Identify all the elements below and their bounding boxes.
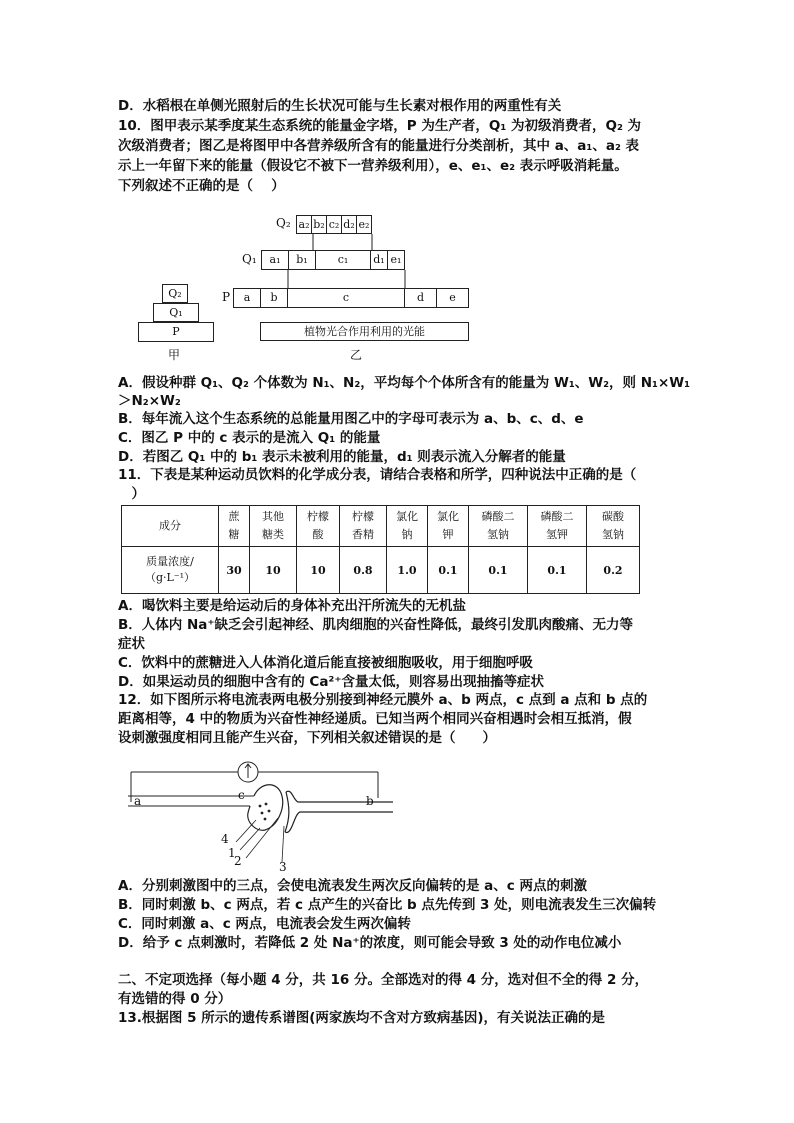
cell-d1: d₁ xyxy=(370,250,388,270)
q12-stem-1: 12．如下图所示将电流表两电极分别接到神经元膜外 a、b 两点，c 点到 a 点和 b 点的 xyxy=(118,692,648,708)
value-cell: 0.1 xyxy=(469,547,528,594)
value-cell: 0.8 xyxy=(340,547,387,594)
header-citric-acid: 柠檬 酸 xyxy=(297,506,340,547)
header-kh2po4: 磷酸二 氢钾 xyxy=(528,506,587,547)
q10-option-b: B．每年流入这个生态系统的总能量用图乙中的字母可表示为 a、b、c、d、e xyxy=(118,411,584,427)
pyramid-q2: Q₂ xyxy=(162,284,188,303)
q11-stem-1: 11．下表是某种运动员饮料的化学成分表，请结合表格和所学，四种说法中正确的是（ xyxy=(118,467,637,483)
value-cell: 10 xyxy=(297,547,340,594)
value-cell: 30 xyxy=(219,547,250,594)
section2-heading-1: 二、不定项选择（每小题 4 分，共 16 分。全部选对的得 4 分，选对但不全的得 2 分， xyxy=(118,972,649,988)
q12-option-b: B．同时刺激 b、c 两点，若 c 点产生的兴奋比 b 点先传到 3 处，则电流表发生三次偏转 xyxy=(118,897,657,913)
header-nah2po4: 磷酸二 氢钠 xyxy=(469,506,528,547)
q10-option-c: C．图乙 P 中的 c 表示的是流入 Q₁ 的能量 xyxy=(118,430,381,446)
label-3: 3 xyxy=(279,860,287,874)
q11-option-a: A．喝饮料主要是给运动后的身体补充出汗所流失的无机盐 xyxy=(118,598,466,614)
q11-option-c: C．饮料中的蔗糖进入人体消化道后能直接被细胞吸收，用于细胞呼吸 xyxy=(118,655,533,671)
row-label-q1: Q₁ xyxy=(242,252,257,266)
header-kcl: 氯化 钾 xyxy=(428,506,469,547)
q11-option-b: B．人体内 Na⁺缺乏会引起神经、肌肉细胞的兴奋性降低，最终引发肌肉酸痛、无力等 xyxy=(118,617,634,633)
cell-c: c xyxy=(287,288,405,308)
cell-b2: b₂ xyxy=(311,215,327,234)
cell-b1: b₁ xyxy=(288,250,316,270)
value-cell: 10 xyxy=(250,547,297,594)
label-b: b xyxy=(366,794,374,808)
cell-a1: a₁ xyxy=(261,250,289,270)
neuron-diagram xyxy=(128,758,393,876)
label-c: c xyxy=(238,788,245,802)
q10-stem-4: 下列叙述不正确的是（ ） xyxy=(118,178,285,194)
q10-stem-2: 次级消费者；图乙是将图甲中各营养级所含有的能量进行分类剖析，其中 a、a₁、a₂ 表 xyxy=(118,138,640,154)
value-cell: 1.0 xyxy=(387,547,428,594)
q12-stem-2: 距离相等，4 中的物质为兴奋性神经递质。已知当两个相同兴奋相遇时会相互抵消，假 xyxy=(118,711,632,727)
cell-c1: c₁ xyxy=(315,250,371,270)
label-1: 1 xyxy=(228,846,236,860)
cell-e2: e₂ xyxy=(356,215,372,234)
header-lemon-essence: 柠檬 香精 xyxy=(340,506,387,547)
header-nacl: 氯化 钠 xyxy=(387,506,428,547)
label-a: a xyxy=(134,794,142,808)
section2-heading-2: 有选错的得 0 分） xyxy=(118,991,232,1007)
q10-option-a: A．假设种群 Q₁、Q₂ 个体数为 N₁、N₂，平均每个个体所含有的能量为 W₁、W₂，则 N₁×W₁ xyxy=(118,375,691,391)
q12-option-d: D．给予 c 点刺激时，若降低 2 处 Na⁺的浓度，则可能会导致 3 处的动作电位减小 xyxy=(118,935,622,951)
q10-stem-1: 10．图甲表示某季度某生态系统的能量金字塔，P 为生产者，Q₁ 为初级消费者，Q₂ 为 xyxy=(118,118,642,134)
cell-e1: e₁ xyxy=(387,250,405,270)
header-component: 成分 xyxy=(122,506,219,547)
light-energy-box: 植物光合作用利用的光能 xyxy=(260,322,469,341)
cell-a: a xyxy=(233,288,261,308)
connector-lines xyxy=(130,212,490,364)
cell-e: e xyxy=(436,288,469,308)
composition-table xyxy=(121,505,640,594)
q12-option-a: A．分别刺激图中的三点，会使电流表发生两次反向偏转的是 a、c 两点的刺激 xyxy=(118,878,587,894)
row-label-p: P xyxy=(222,290,231,304)
q11-stem-2: ） xyxy=(118,486,145,502)
value-cell: 0.1 xyxy=(428,547,469,594)
label-4: 4 xyxy=(221,832,229,846)
label-2: 2 xyxy=(234,854,242,868)
q9-option-d: D．水稻根在单侧光照射后的生长状况可能与生长素对根作用的两重性有关 xyxy=(118,98,562,114)
q10-option-d: D．若图乙 Q₁ 中的 b₁ 表示未被利用的能量，d₁ 则表示流入分解者的能量 xyxy=(118,449,566,465)
row-label-concentration: 质量浓度/ （g·L⁻¹） xyxy=(122,547,219,594)
q11-option-b-cont: 症状 xyxy=(118,636,145,652)
value-cell: 0.2 xyxy=(587,547,640,594)
pyramid-p: P xyxy=(138,322,214,342)
row-label-q2: Q₂ xyxy=(276,216,291,230)
cell-b: b xyxy=(260,288,288,308)
q12-option-c: C．同时刺激 a、c 两点，电流表会发生两次偏转 xyxy=(118,916,411,932)
q10-stem-3: 示上一年留下来的能量（假设它不被下一营养级利用），e、e₁、e₂ 表示呼吸消耗量。 xyxy=(118,158,628,174)
value-cell: 0.1 xyxy=(528,547,587,594)
energy-figure xyxy=(130,212,490,364)
neuron-figure xyxy=(128,758,393,876)
q12-stem-3: 设刺激强度相同且能产生兴奋，下列相关叙述错误的是（ ） xyxy=(118,730,496,746)
cell-d: d xyxy=(404,288,437,308)
caption-jia: 甲 xyxy=(168,348,181,362)
header-sucrose: 蔗 糖 xyxy=(219,506,250,547)
header-nahco3: 碳酸 氢钠 xyxy=(587,506,640,547)
caption-yi: 乙 xyxy=(350,348,363,362)
cell-a2: a₂ xyxy=(296,215,312,234)
q10-option-a-cont: ＞N₂×W₂ xyxy=(118,393,181,409)
q11-option-d: D．如果运动员的细胞中含有的 Ca²⁺含量太低，则容易出现抽搐等症状 xyxy=(118,674,544,690)
pyramid-q1: Q₁ xyxy=(153,303,199,322)
q13-stem: 13.根据图 5 所示的遗传系谱图(两家族均不含对方致病基因)，有关说法正确的是 xyxy=(118,1010,606,1026)
cell-c2: c₂ xyxy=(326,215,342,234)
cell-d2: d₂ xyxy=(341,215,357,234)
header-other-sugar: 其他 糖类 xyxy=(250,506,297,547)
